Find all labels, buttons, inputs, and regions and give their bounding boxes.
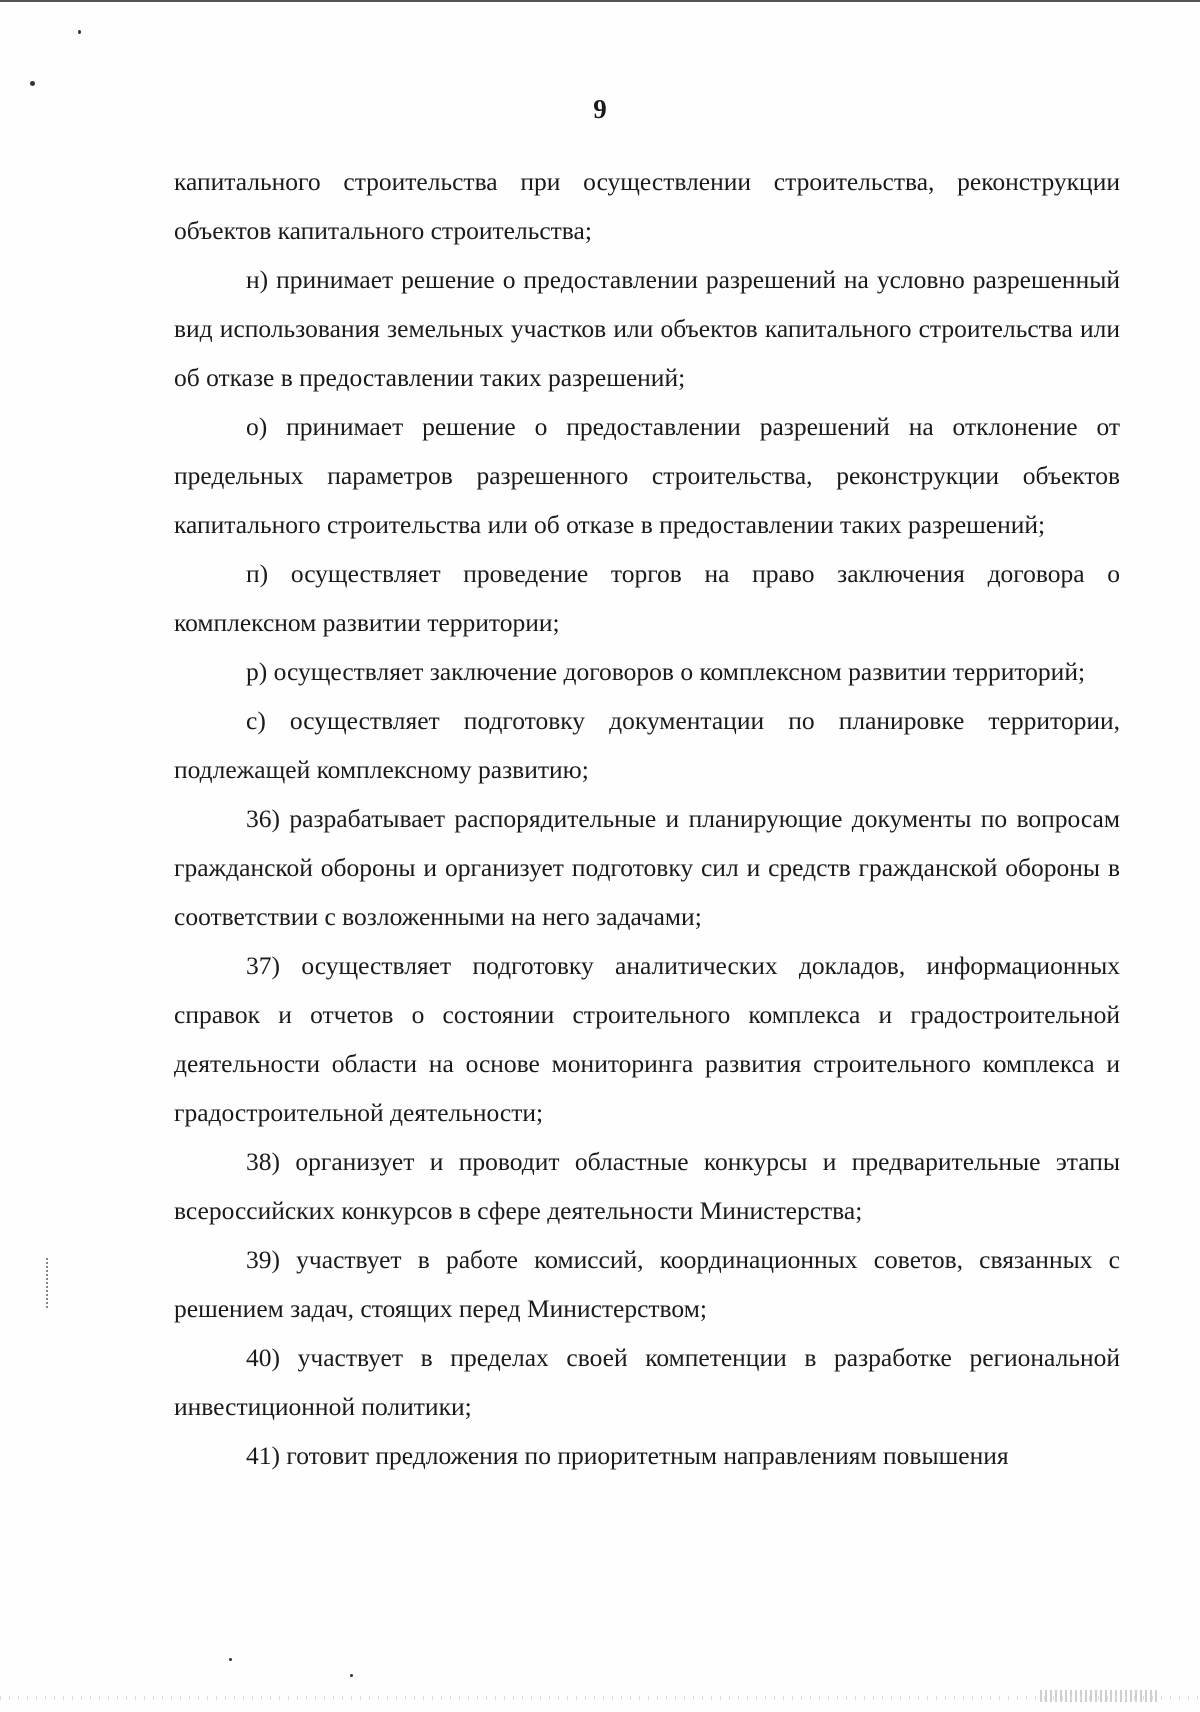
paragraph: с) осуществляет подготовку документации по планировке территории, подлежащей комплексному развитию; bbox=[174, 706, 1120, 784]
paragraph: р) осуществляет заключение договоров о комплексном развитии территорий; bbox=[246, 657, 1086, 686]
scan-speck bbox=[229, 1658, 232, 1661]
paragraph: 38) организует и проводит областные конкурсы и предварительные этапы всероссийских конкурсов в сфере деятельности Министерства; bbox=[174, 1147, 1120, 1225]
paragraph: о) принимает решение о предоставлении разрешений на отклонение от предельных параметров разрешенного строительства, реконструкции объектов капитального строительства или об отказе в предоставлении таких разрешений; bbox=[174, 412, 1120, 539]
scan-speck bbox=[30, 81, 35, 86]
paragraph: капитального строительства при осуществлении строительства, реконструкции объектов капитального строительства; bbox=[174, 167, 1120, 245]
page-number: 9 bbox=[593, 94, 607, 124]
document-body bbox=[174, 157, 1120, 1480]
scan-bottom-noise bbox=[0, 1696, 1200, 1700]
scan-speck bbox=[78, 30, 81, 34]
paragraph: п) осуществляет проведение торгов на право заключения договора о комплексном развитии территории; bbox=[174, 559, 1120, 637]
paragraph: 40) участвует в пределах своей компетенции в разработке региональной инвестиционной политики; bbox=[174, 1343, 1120, 1421]
scan-margin-marks bbox=[46, 1258, 52, 1308]
scan-top-edge bbox=[0, 0, 1200, 2]
paragraph: 39) участвует в работе комиссий, координационных советов, связанных с решением задач, стоящих перед Министерством; bbox=[174, 1245, 1120, 1323]
paragraph: 37) осуществляет подготовку аналитических докладов, информационных справок и отчетов о состоянии строительного комплекса и градостроительной деятельности области на основе мониторинга развития строительного комплекса и градостроительной деятельности; bbox=[174, 951, 1120, 1127]
scan-speck bbox=[350, 1674, 353, 1677]
paragraph: 36) разрабатывает распорядительные и планирующие документы по вопросам гражданской обороны и организует подготовку сил и средств гражданской обороны в соответствии с возложенными на него задачами; bbox=[174, 804, 1120, 931]
paragraph: 41) готовит предложения по приоритетным направлениям повышения bbox=[246, 1441, 1009, 1470]
paragraph: н) принимает решение о предоставлении разрешений на условно разрешенный вид использования земельных участков или объектов капитального строительства или об отказе в предоставлении таких разрешений; bbox=[174, 265, 1120, 392]
